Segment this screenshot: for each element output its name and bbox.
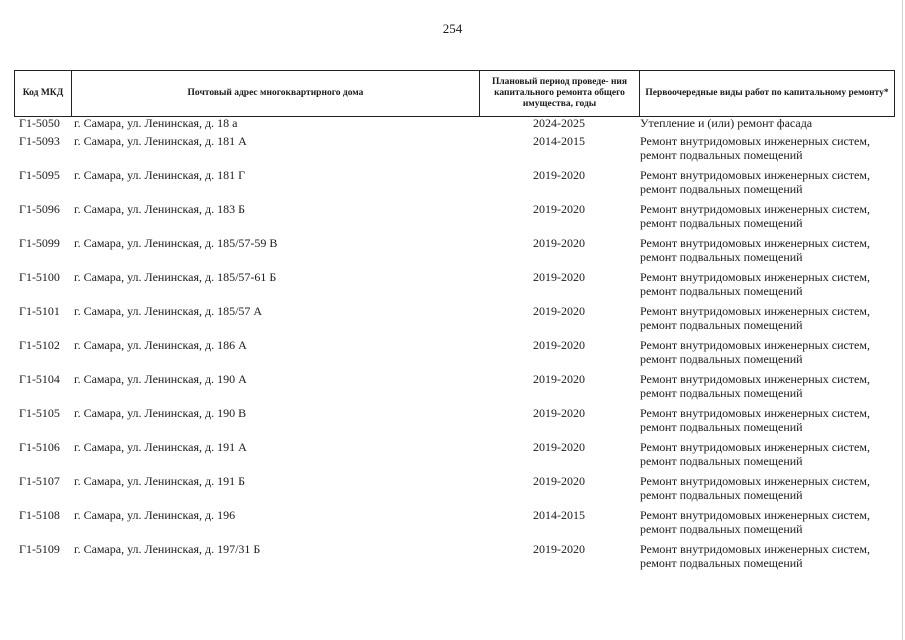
table-row <box>14 134 894 168</box>
table-row <box>14 440 894 474</box>
row-code: Г1-5100 <box>19 270 60 284</box>
row-works <box>640 542 900 570</box>
row-period: 2024-2025 <box>533 116 585 130</box>
row-work-line: Ремонт внутридомовых инженерных систем, <box>640 338 870 352</box>
row-works <box>640 304 900 332</box>
page-number: 254 <box>442 21 463 36</box>
row-work-line: ремонт подвальных помещений <box>640 216 803 230</box>
row-period: 2014-2015 <box>533 508 585 522</box>
row-address: г. Самара, ул. Ленинская, д. 185/57-61 Б <box>74 270 277 284</box>
row-works <box>640 406 900 434</box>
header-code: Код МКД <box>15 71 72 117</box>
row-period: 2019-2020 <box>533 270 585 284</box>
row-work-line: ремонт подвальных помещений <box>640 352 803 366</box>
row-work-line: Ремонт внутридомовых инженерных систем, <box>640 372 870 386</box>
row-work-line: ремонт подвальных помещений <box>640 556 803 570</box>
row-work-line: Ремонт внутридомовых инженерных систем, <box>640 440 870 454</box>
row-period: 2019-2020 <box>533 406 585 420</box>
table-row <box>14 542 894 576</box>
row-works <box>640 116 900 130</box>
row-works <box>640 202 900 230</box>
row-period: 2019-2020 <box>533 440 585 454</box>
table-row <box>14 168 894 202</box>
table-row <box>14 116 894 134</box>
table-row <box>14 236 894 270</box>
row-address: г. Самара, ул. Ленинская, д. 183 Б <box>74 202 245 216</box>
row-address: г. Самара, ул. Ленинская, д. 191 Б <box>74 474 245 488</box>
row-works <box>640 474 900 502</box>
row-work-line: Ремонт внутридомовых инженерных систем, <box>640 542 870 556</box>
row-works <box>640 236 900 264</box>
row-works <box>640 134 900 162</box>
row-works <box>640 270 900 298</box>
row-code: Г1-5101 <box>19 304 60 318</box>
row-code: Г1-5095 <box>19 168 60 182</box>
row-period: 2019-2020 <box>533 338 585 352</box>
header-period: Плановый период проведе- ния капитального ремонта общего имущества, годы <box>480 71 640 117</box>
scan-edge <box>902 0 903 640</box>
row-address: г. Самара, ул. Ленинская, д. 191 А <box>74 440 247 454</box>
row-work-line: ремонт подвальных помещений <box>640 182 803 196</box>
row-period: 2019-2020 <box>533 236 585 250</box>
row-code: Г1-5107 <box>19 474 60 488</box>
row-address: г. Самара, ул. Ленинская, д. 185/57 А <box>74 304 263 318</box>
header-works: Первоочередные виды работ по капитальному ремонту* <box>640 71 895 117</box>
row-works <box>640 168 900 196</box>
table-row <box>14 202 894 236</box>
row-work-line: ремонт подвальных помещений <box>640 454 803 468</box>
row-period: 2019-2020 <box>533 168 585 182</box>
row-work-line: Ремонт внутридомовых инженерных систем, <box>640 236 870 250</box>
row-address: г. Самара, ул. Ленинская, д. 181 А <box>74 134 247 148</box>
row-address: г. Самара, ул. Ленинская, д. 186 А <box>74 338 247 352</box>
row-period: 2019-2020 <box>533 372 585 386</box>
row-period: 2019-2020 <box>533 202 585 216</box>
row-work-line: Ремонт внутридомовых инженерных систем, <box>640 270 870 284</box>
row-work-line: ремонт подвальных помещений <box>640 488 803 502</box>
row-address: г. Самара, ул. Ленинская, д. 196 <box>74 508 236 522</box>
row-code: Г1-5102 <box>19 338 60 352</box>
row-address: г. Самара, ул. Ленинская, д. 18 а <box>74 116 238 130</box>
row-code: Г1-5104 <box>19 372 60 386</box>
table-row <box>14 304 894 338</box>
row-address: г. Самара, ул. Ленинская, д. 181 Г <box>74 168 246 182</box>
table-row <box>14 406 894 440</box>
row-address: г. Самара, ул. Ленинская, д. 190 А <box>74 372 247 386</box>
row-address: г. Самара, ул. Ленинская, д. 190 В <box>74 406 247 420</box>
row-code: Г1-5106 <box>19 440 60 454</box>
row-code: Г1-5050 <box>19 116 60 130</box>
row-address: г. Самара, ул. Ленинская, д. 197/31 Б <box>74 542 261 556</box>
row-work-line: Ремонт внутридомовых инженерных систем, <box>640 168 870 182</box>
table-row <box>14 372 894 406</box>
table-body <box>14 116 894 576</box>
row-work-line: Ремонт внутридомовых инженерных систем, <box>640 202 870 216</box>
row-work-line: ремонт подвальных помещений <box>640 148 803 162</box>
row-period: 2014-2015 <box>533 134 585 148</box>
table-row <box>14 270 894 304</box>
row-period: 2019-2020 <box>533 474 585 488</box>
row-work-line: ремонт подвальных помещений <box>640 386 803 400</box>
row-code: Г1-5093 <box>19 134 60 148</box>
table-row <box>14 474 894 508</box>
row-work-line: ремонт подвальных помещений <box>640 522 803 536</box>
row-period: 2019-2020 <box>533 542 585 556</box>
row-work-line: Ремонт внутридомовых инженерных систем, <box>640 406 870 420</box>
row-works <box>640 338 900 366</box>
row-work-line: Ремонт внутридомовых инженерных систем, <box>640 304 870 318</box>
row-work-line: Утепление и (или) ремонт фасада <box>640 116 813 130</box>
row-work-line: ремонт подвальных помещений <box>640 420 803 434</box>
row-code: Г1-5105 <box>19 406 60 420</box>
table-header <box>14 70 895 117</box>
row-work-line: ремонт подвальных помещений <box>640 284 803 298</box>
row-work-line: ремонт подвальных помещений <box>640 250 803 264</box>
row-work-line: Ремонт внутридомовых инженерных систем, <box>640 134 870 148</box>
row-works <box>640 440 900 468</box>
table-row <box>14 508 894 542</box>
row-work-line: Ремонт внутридомовых инженерных систем, <box>640 508 870 522</box>
table-row <box>14 338 894 372</box>
row-code: Г1-5096 <box>19 202 60 216</box>
row-work-line: ремонт подвальных помещений <box>640 318 803 332</box>
row-address: г. Самара, ул. Ленинская, д. 185/57-59 В <box>74 236 278 250</box>
row-code: Г1-5109 <box>19 542 60 556</box>
header-address: Почтовый адрес многоквартирного дома <box>72 71 480 117</box>
row-work-line: Ремонт внутридомовых инженерных систем, <box>640 474 870 488</box>
row-code: Г1-5099 <box>19 236 60 250</box>
row-works <box>640 508 900 536</box>
row-works <box>640 372 900 400</box>
row-code: Г1-5108 <box>19 508 60 522</box>
row-period: 2019-2020 <box>533 304 585 318</box>
